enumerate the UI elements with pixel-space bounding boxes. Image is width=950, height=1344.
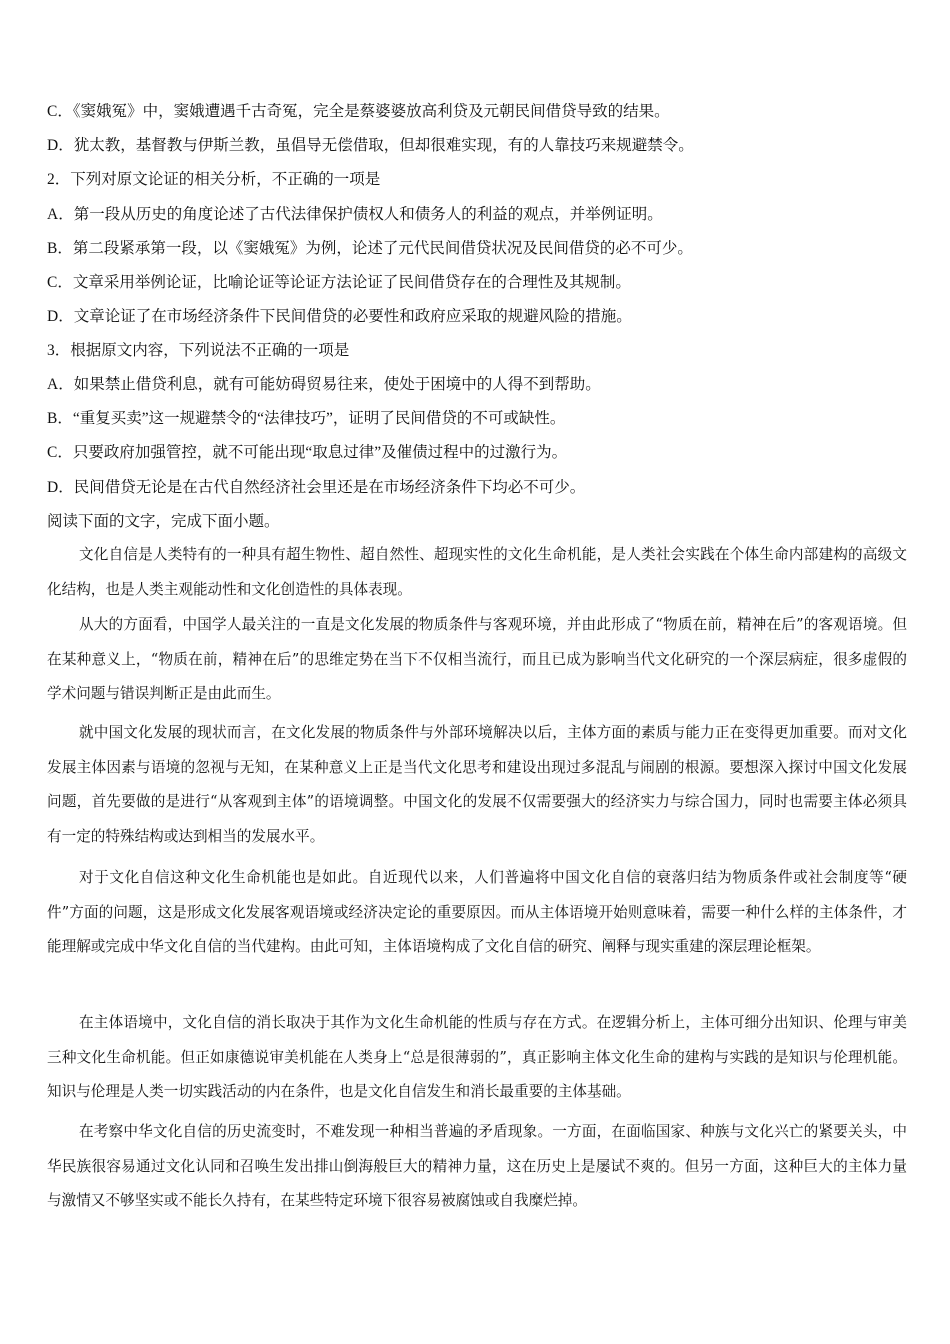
q2-option-a: A．第一段从历史的角度论述了古代法律保护债权人和债务人的利益的观点，并举例证明。 bbox=[47, 206, 663, 223]
q3-stem: 3．根据原文内容，下列说法不正确的一项是 bbox=[47, 342, 350, 359]
q3-option-a: A．如果禁止借贷利息，就有可能妨碍贸易往来，使处于困境中的人得不到帮助。 bbox=[47, 376, 601, 393]
q2-option-c: C．文章采用举例论证，比喻论证等论证方法论证了民间借贷存在的合理性及其规制。 bbox=[47, 274, 631, 291]
passage-paragraph-6: 在考察中华文化自信的历史流变时，不难发现一种相当普遍的矛盾现象。一方面，在面临国家、种族与文化兴亡的紧要关头，中华民族很容易通过文化认同和召唤生发出排山倒海般巨大的精神力量，这在历史上是屡试不爽的。但另一方面，这种巨大的主体力量与激情又不够坚实或不能长久持有，在某些特定环境下很容易被腐蚀或自我糜烂掉。 bbox=[47, 1123, 907, 1210]
q3-option-b: B．“重复买卖”这一规避禁令的“法律技巧”，证明了民间借贷的不可或缺性。 bbox=[47, 410, 566, 427]
q2-option-b: B．第二段紧承第一段，以《窦娥冤》为例，论述了元代民间借贷状况及民间借贷的必不可少。 bbox=[47, 240, 693, 257]
passage-paragraph-4: 对于文化自信这种文化生命机能也是如此。自近现代以来，人们普遍将中国文化自信的衰落归结为物质条件或社会制度等“硬件”方面的问题，这是形成文化发展客观语境或经济决定论的重要原因。而从主体语境开始则意味着，需要一种什么样的主体条件，才能理解或完成中华文化自信的当代建构。由此可知，主体语境构成了文化自信的研究、阐释与现实重建的深层理论框架。 bbox=[47, 869, 907, 956]
passage-paragraph-2: 从大的方面看，中国学人最关注的一直是文化发展的物质条件与客观环境，并由此形成了“物质在前，精神在后”的客观语境。但在某种意义上，“物质在前，精神在后”的思维定势在当下不仅相当流行，而且已成为影响当代文化研究的一个深层病症，很多虚假的学术问题与错误判断正是由此而生。 bbox=[47, 616, 907, 703]
q1-option-c: C．《窦娥冤》中，窦娥遭遇千古奇冤，完全是蔡婆婆放高利贷及元朝民间借贷导致的结果。 bbox=[47, 103, 670, 120]
passage-paragraph-5: 在主体语境中，文化自信的消长取决于其作为文化生命机能的性质与存在方式。在逻辑分析上，主体可细分出知识、伦理与审美三种文化生命机能。但正如康德说审美机能在人类身上“总是很薄弱的”，真正影响主体文化生命的建构与实践的是知识与伦理机能。知识与伦理是人类一切实践活动的内在条件，也是文化自信发生和消长最重要的主体基础。 bbox=[47, 1014, 907, 1101]
passage-paragraph-1: 文化自信是人类特有的一种具有超生物性、超自然性、超现实性的文化生命机能，是人类社会实践在个体生命内部建构的高级文化结构，也是人类主观能动性和文化创造性的具体表现。 bbox=[47, 546, 907, 598]
q2-option-d: D．文章论证了在市场经济条件下民间借贷的必要性和政府应采取的规避风险的措施。 bbox=[47, 308, 632, 325]
q3-option-d: D．民间借贷无论是在古代自然经济社会里还是在市场经济条件下均必不可少。 bbox=[47, 479, 586, 496]
passage-paragraph-3: 就中国文化发展的现状而言，在文化发展的物质条件与外部环境解决以后，主体方面的素质与能力正在变得更加重要。而对文化发展主体因素与语境的忽视与无知，在某种意义上正是当代文化思考和建设出现过多混乱与闹剧的根源。要想深入探讨中国文化发展问题，首先要做的是进行“从客观到主体”的语境调整。中国文化的发展不仅需要强大的经济实力与综合国力，同时也需要主体必须具有一定的特殊结构或达到相当的发展水平。 bbox=[47, 724, 907, 845]
q2-stem: 2．下列对原文论证的相关分析，不正确的一项是 bbox=[47, 171, 381, 188]
reading-instruction: 阅读下面的文字，完成下面小题。 bbox=[47, 513, 280, 530]
q3-option-c: C．只要政府加强管控，就不可能出现“取息过律”及催债过程中的过激行为。 bbox=[47, 444, 568, 461]
q1-option-d: D．犹太教，基督教与伊斯兰教，虽倡导无偿借取，但却很难实现，有的人靠技巧来规避禁令。 bbox=[47, 137, 694, 154]
